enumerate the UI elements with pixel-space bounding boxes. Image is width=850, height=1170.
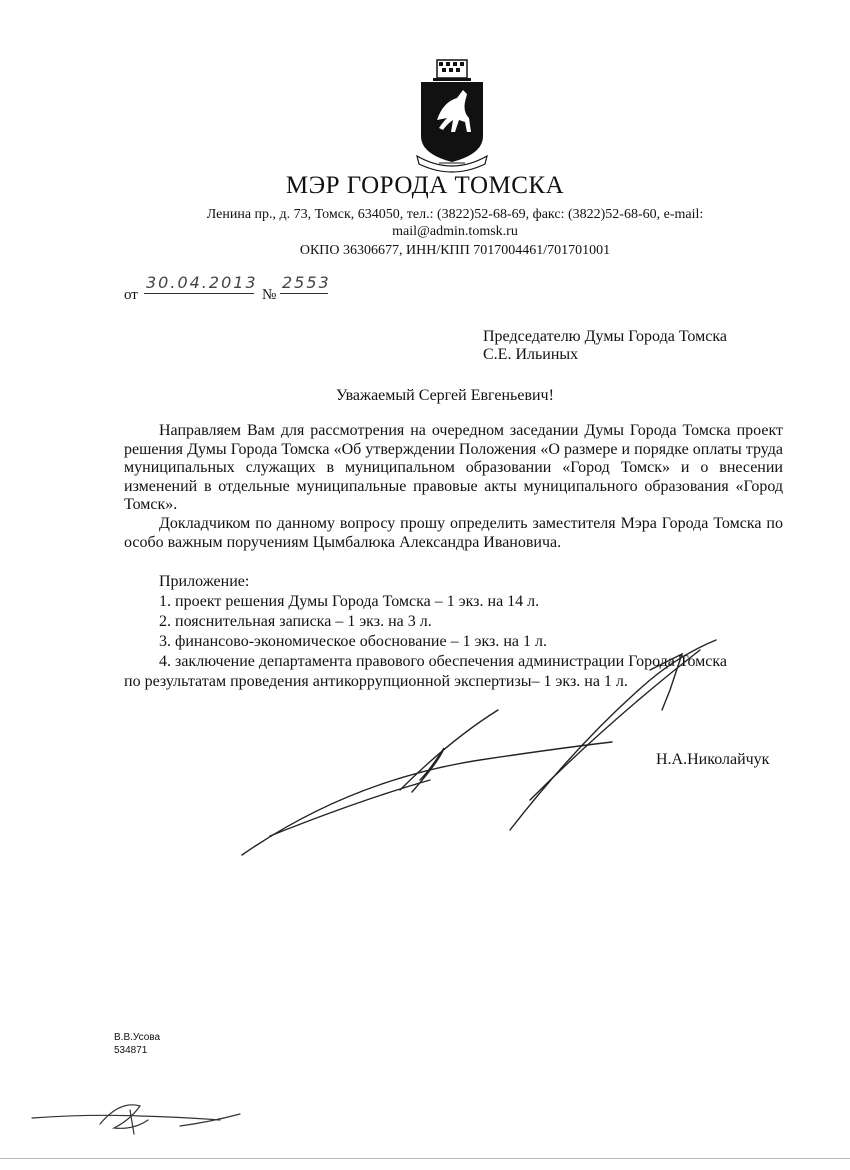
okpo-line: ОКПО 36306677, ИНН/КПП 7017004461/701701001 — [299, 243, 611, 258]
registration-date: 30.04.2013 — [146, 273, 258, 292]
number-label: № — [262, 287, 277, 303]
handwritten-signature — [230, 630, 730, 870]
executor-phone: 534871 — [114, 1045, 148, 1056]
registration-number: 2553 — [282, 273, 331, 292]
appendix-item: 2. пояснительная записка – 1 экз. на 3 л. — [159, 613, 432, 630]
addressee-name: С.Е. Ильиных — [483, 346, 579, 363]
scan-edge-line — [0, 1158, 850, 1159]
letter-body — [124, 422, 783, 552]
email-line: mail@admin.tomsk.ru — [392, 224, 518, 239]
addressee-title: Председателю Думы Города Томска — [483, 328, 727, 345]
tomsk-coat-of-arms — [413, 58, 491, 176]
appendix-item: 3. финансово-экономическое обоснование – 1 экз. на 1 л. — [159, 633, 547, 650]
date-label: от — [124, 287, 138, 303]
appendix-heading: Приложение: — [159, 573, 250, 590]
address-line: Ленина пр., д. 73, Томск, 634050, тел.: (3822)52-68-69, факс: (3822)52-68-60, e-mail: — [206, 207, 704, 222]
signer-name: Н.А.Николайчук — [656, 751, 770, 768]
approval-signature — [30, 1090, 250, 1140]
document-title: МЭР ГОРОДА ТОМСКА — [285, 172, 565, 199]
body-paragraph: Направляем Вам для рассмотрения на очередном заседании Думы Города Томска проект решения Думы Города Томска «Об утверждении Положения «О размере и порядке оплаты труда муниципальных служащих в муниципальном образовании «Город Томск» и о внесении изменений в отдельные муниципальные правовые акты муниципального образования «Город Томск». — [124, 422, 783, 514]
appendix-item: 4. заключение департамента правового обеспечения администрации Города Томска — [159, 653, 727, 670]
appendix-item: 1. проект решения Думы Города Томска – 1 экз. на 14 л. — [159, 593, 540, 610]
executor-name: В.В.Усова — [114, 1032, 161, 1043]
appendix-item-continuation: по результатам проведения антикоррупционной экспертизы– 1 экз. на 1 л. — [124, 673, 628, 690]
body-paragraph: Докладчиком по данному вопросу прошу определить заместителя Мэра Города Томска по особо важным поручениям Цымбалюка Александра Ивановича. — [124, 514, 783, 551]
salutation: Уважаемый Сергей Евгеньевич! — [336, 387, 554, 404]
